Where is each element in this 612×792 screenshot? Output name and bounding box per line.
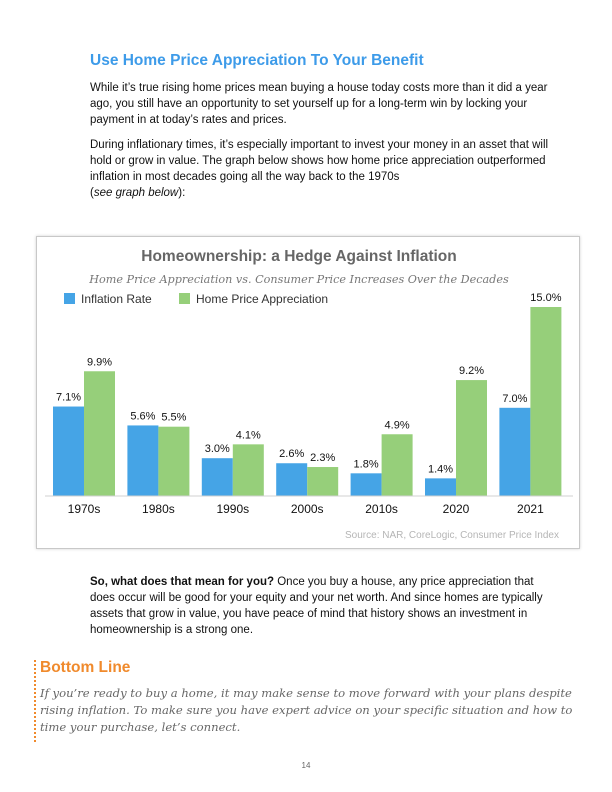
inflation-label-2000s: 2.6%: [279, 448, 305, 461]
inflation-paragraph-text: During inflationary times, it’s especially important to invest your money in an asset that will hold or grow in value. The graph below shows how home price appreciation outperformed inflation in most decades going all the way back to the 1970s: [90, 139, 549, 183]
paren-open: (: [90, 187, 94, 199]
inflation-bar-2000s: [276, 463, 307, 496]
inflation-label-2021: 7.0%: [502, 392, 528, 405]
appreciation-bar-2020: [456, 380, 487, 496]
legend-label-inflation: Inflation Rate: [81, 292, 152, 306]
chart-title: Homeownership: a Hedge Against Inflation: [141, 248, 457, 265]
legend-swatch-appreciation: [179, 293, 190, 304]
legend-label-appreciation: Home Price Appreciation: [196, 292, 329, 306]
appreciation-label-1990s: 4.1%: [235, 429, 261, 442]
bottom-line-accent: [34, 660, 36, 742]
inflation-label-2010s: 1.8%: [353, 458, 379, 471]
see-graph-note: see graph below: [93, 187, 179, 199]
inflation-label-2020: 1.4%: [427, 463, 454, 476]
x-tick-1980s: 1980s: [142, 502, 175, 516]
chart-container: [36, 236, 580, 549]
appreciation-bar-1980s: [158, 427, 189, 496]
inflation-bar-1980s: [127, 425, 158, 496]
appreciation-bar-2021: [530, 307, 561, 496]
legend-swatch-inflation: [64, 293, 75, 304]
x-tick-2000s: 2000s: [290, 502, 324, 516]
x-tick-2010s: 2010s: [365, 502, 398, 516]
x-tick-1990s: 1990s: [216, 502, 250, 516]
meaning-paragraph: [90, 574, 560, 638]
meaning-text: Once you buy a house, any price appreciation that does occur will be good for your equity and your net worth. And since homes are typically assets that grow in value, you have peace of mind that history shows an investment in homeownership is a strong one.: [90, 576, 543, 636]
inflation-bar-2010s: [351, 473, 382, 496]
intro-paragraph: While it’s true rising home prices mean buying a house today costs more than it did a year ago, you still have an opportunity to set yourself up for a long-term win by locking your payment in at today’s rates and prices.: [90, 82, 548, 126]
inflation-paragraph: [90, 137, 560, 201]
paren-close: ):: [178, 187, 186, 199]
x-tick-1970s: 1970s: [67, 502, 101, 516]
inflation-bar-2020: [425, 478, 456, 496]
appreciation-label-2020: 9.2%: [458, 365, 485, 378]
x-tick-2020: 2020: [442, 502, 470, 516]
appreciation-label-2000s: 2.3%: [310, 452, 336, 465]
inflation-bar-1970s: [53, 407, 84, 496]
bars-layer: [53, 292, 562, 496]
inflation-chart: [37, 237, 579, 548]
section-heading: Use Home Price Appreciation To Your Benefit: [90, 52, 424, 69]
chart-subtitle: Home Price Appreciation vs. Consumer Price Increases Over the Decades: [89, 273, 509, 286]
inflation-label-1970s: 7.1%: [55, 391, 82, 404]
appreciation-bar-1990s: [233, 444, 264, 496]
appreciation-label-2010s: 4.9%: [384, 419, 410, 432]
bottom-line-title: Bottom Line: [40, 659, 131, 676]
appreciation-bar-2010s: [382, 434, 413, 496]
x-tick-2021: 2021: [517, 502, 544, 516]
meaning-question: So, what does that mean for you?: [90, 576, 275, 588]
appreciation-bar-2000s: [307, 467, 338, 496]
inflation-bar-2021: [499, 408, 530, 496]
chart-source: Source: NAR, CoreLogic, Consumer Price Index: [345, 530, 559, 541]
inflation-label-1980s: 5.6%: [130, 410, 156, 423]
appreciation-label-2021: 15.0%: [530, 292, 562, 304]
appreciation-bar-1970s: [84, 371, 115, 496]
bottom-line-text: If you’re ready to buy a home, it may make sense to move forward with your plans despite rising inflation. To make sure you have expert advice on your specific situation and how to time your purchase, let’s connect.: [40, 686, 573, 734]
ticks-layer: [68, 502, 544, 516]
appreciation-label-1980s: 5.5%: [161, 411, 187, 424]
inflation-bar-1990s: [202, 458, 233, 496]
page-number: 14: [301, 761, 311, 770]
inflation-label-1990s: 3.0%: [204, 443, 230, 456]
appreciation-label-1970s: 9.9%: [86, 356, 113, 369]
